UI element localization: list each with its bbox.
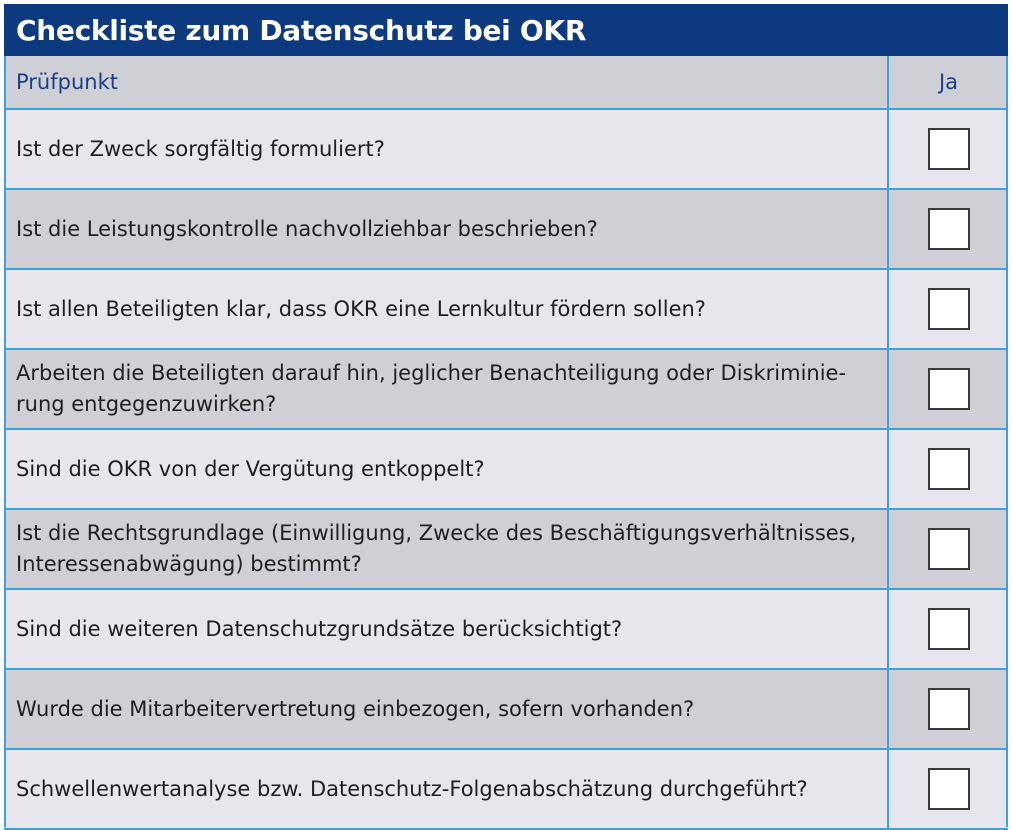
row-check-cell <box>889 110 1008 188</box>
yes-checkbox[interactable] <box>928 208 970 250</box>
row-question: Ist der Zweck sorgfältig formuliert? <box>4 110 889 188</box>
page-title: Checkliste zum Datenschutz bei OKR <box>16 13 587 47</box>
row-check-cell <box>889 670 1008 748</box>
table-row <box>4 510 1008 590</box>
row-check-cell <box>889 190 1008 268</box>
title-bar <box>4 4 1008 56</box>
table-row <box>4 670 1008 750</box>
column-header-yes: Ja <box>938 70 959 94</box>
row-check-cell <box>889 750 1008 828</box>
row-question: Ist allen Beteiligten klar, dass OKR eine Lernkultur fördern sollen? <box>4 270 889 348</box>
table-header-row <box>4 56 1008 110</box>
row-check-cell <box>889 270 1008 348</box>
row-question: Ist die Leistungskontrolle nachvollziehbar beschrieben? <box>4 190 889 268</box>
yes-checkbox[interactable] <box>928 528 970 570</box>
row-check-cell <box>889 350 1008 428</box>
yes-checkbox[interactable] <box>928 288 970 330</box>
checklist-sheet <box>4 4 1008 827</box>
table-row <box>4 270 1008 350</box>
yes-checkbox[interactable] <box>928 608 970 650</box>
row-check-cell <box>889 510 1008 588</box>
row-question: Arbeiten die Beteiligten darauf hin, jeglicher Benachteiligung oder Diskriminie- rung entgegenzuwirken? <box>4 350 889 428</box>
yes-checkbox[interactable] <box>928 688 970 730</box>
checklist-table <box>4 56 1008 830</box>
row-check-cell <box>889 590 1008 668</box>
table-row <box>4 350 1008 430</box>
table-row <box>4 590 1008 670</box>
yes-checkbox[interactable] <box>928 128 970 170</box>
row-check-cell <box>889 430 1008 508</box>
table-row <box>4 430 1008 510</box>
row-question: Wurde die Mitarbeitervertretung einbezogen, sofern vorhanden? <box>4 670 889 748</box>
row-question: Sind die OKR von der Vergütung entkoppelt? <box>4 430 889 508</box>
row-question: Ist die Rechtsgrundlage (Einwilligung, Zwecke des Beschäftigungsverhältnisses, Interessenabwägung) bestimmt? <box>4 510 889 588</box>
row-question: Sind die weiteren Datenschutzgrundsätze berücksichtigt? <box>4 590 889 668</box>
row-question: Schwellenwertanalyse bzw. Datenschutz-Folgenabschätzung durchgeführt? <box>4 750 889 828</box>
yes-checkbox[interactable] <box>928 448 970 490</box>
yes-checkbox[interactable] <box>928 368 970 410</box>
yes-checkbox[interactable] <box>928 768 970 810</box>
table-row <box>4 750 1008 830</box>
table-row <box>4 110 1008 190</box>
column-header-item: Prüfpunkt <box>4 56 889 108</box>
table-row <box>4 190 1008 270</box>
